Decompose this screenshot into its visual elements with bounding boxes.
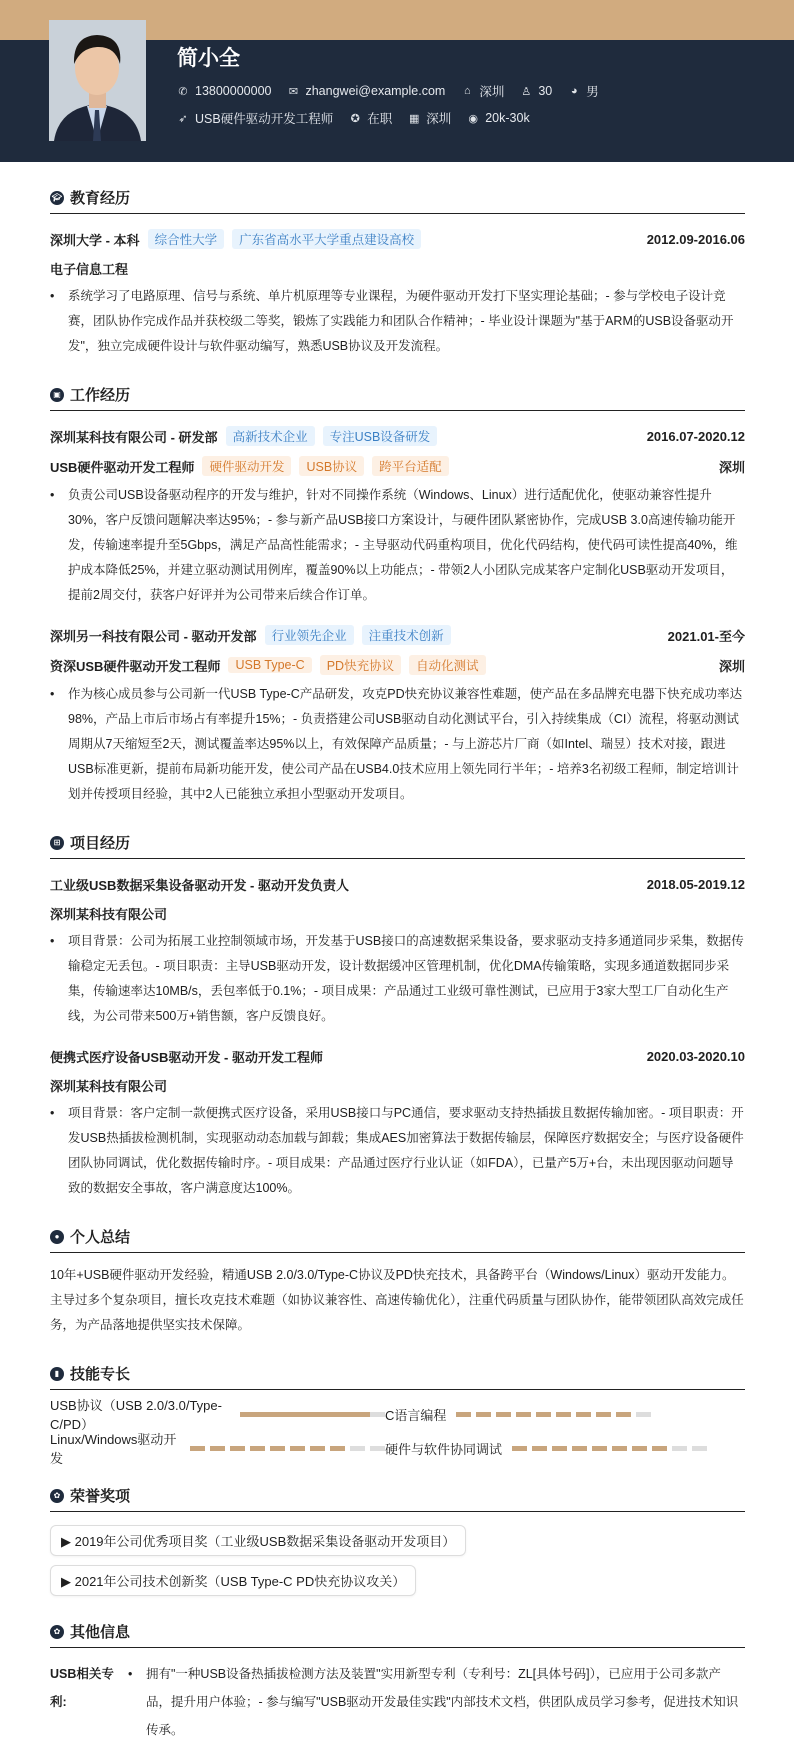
skill-level-segment [652,1446,667,1451]
job-intent-row [177,109,540,127]
project-name: 便携式医疗设备USB驱动开发 - 驱动开发工程师 [50,1049,324,1065]
description: 负责公司USB设备驱动程序的开发与维护，针对不同操作系统（Windows、Linux）进行适配优化，使驱动兼容性提升30%，客户反馈问题解决率达95%；- 参与新产品USB接口方案设计，与硬件团队紧密协作，完成USB 3.0高速传输功能开发，传输速率提升至5Gbps，满足产品高性能需求；- 主导驱动代码重构项目，优化代码结构，使代码可读性提高40%，维护成本降低25%，并建立驱动测试用例库，覆盖90%以上功能点；- 带领2人小团队完成某客户定制化USB驱动开发项目，提前2周交付，获客户好评并为公司带来后续合作订单。 [68,488,738,602]
role: 资深USB硬件驱动开发工程师 [50,658,221,674]
skill-level-segment [576,1412,591,1417]
skill-item [385,1402,745,1426]
summary-section [50,1219,745,1338]
skill-level-segment [592,1446,607,1451]
skill-level-segment [496,1412,511,1417]
grid-icon: ⊞ [50,836,64,850]
skill-level-segment [632,1446,647,1451]
skill-level-segment [456,1412,471,1417]
skill-level-segment [612,1446,627,1451]
gender: 男 [586,85,599,99]
contact-row [177,82,609,100]
age: 30 [538,84,553,98]
skill-level-segment [370,1446,385,1451]
gender-icon: ◕ [570,85,578,97]
date: 2012.09-2016.06 [646,231,745,247]
description: 项目背景：公司为拓展工业控制领域市场，开发基于USB接口的高速数据采集设备，要求驱动支持多通道同步采集，数据传输稳定无丢包。- 项目职责：主导USB驱动开发，设计数据缓冲区管理机制，优化DMA传输策略，实现多通道数据同步采集，传输速率达10MB/s，丢包率低于0.1%；- 项目成果：产品通过工业级可靠性测试，已应用于3家大型工厂自动化生产线，为公司带来500万+销售额，客户反馈良好。 [68,934,744,1023]
other-text: 拥有"一种USB设备热插拔检测方法及装置"实用新型专利（专利号：ZL[具体号码]），已应用于公司多款产品，提升用户体验；- 参与编写"USB驱动开发最佳实践"内部技术文档，供团队成员学习参考，促进技术知识传承。 [146,1667,739,1737]
date: 2020.03-2020.10 [646,1048,745,1064]
paper-plane-icon: ➶ [178,112,188,125]
skill-level-segment [230,1446,245,1451]
skill-level-bar [240,1412,385,1417]
skill-level-segment [536,1412,551,1417]
award-text: 2021年公司技术创新奖（USB Type-C PD快充协议攻关） [74,1574,406,1589]
award-item[interactable]: ▶ 2021年公司技术创新奖（USB Type-C PD快充协议攻关） [50,1565,416,1596]
info-icon: ✿ [50,1625,64,1639]
tag: 专注USB设备研发 [323,426,438,446]
date: 2018.05-2019.12 [646,876,745,892]
description: 作为核心成员参与公司新一代USB Type-C产品研发，攻克PD快充协议兼容性难题，使产品在多品牌充电器下快充成功率达98%，产品上市后市场占有率提升15%；- 负责搭建公司USB驱动自动化测试平台，引入持续集成（CI）流程，将驱动测试周期从7天缩短至2天，测试覆盖率达95%以上，有效保障产品质量；- 与上游芯片厂商（如Intel、瑞昱）技术对接，跟进USB标准更新，提前布局新功能开发，使公司产品在USB4.0技术应用上领先同行半年；- 培养3名初级工程师，制定培训计划并传授项目经验，其中2人已能独立承担小型驱动开发项目。 [68,687,743,801]
location: 深圳 [479,85,505,99]
section-title: 项目经历 [70,835,131,852]
skill-tag: 硬件驱动开发 [202,456,291,476]
email-icon: ✉ [288,85,299,98]
date: 2021.01-至今 [667,628,745,644]
skill-tag: PD快充协议 [320,655,401,675]
section-title: 工作经历 [70,387,131,404]
status-icon: ✪ [350,112,360,125]
skill-level-segment [556,1412,571,1417]
date: 2016.07-2020.12 [646,428,745,444]
skill-level-segment [552,1446,567,1451]
user-icon: ● [50,1230,64,1244]
skill-level-segment [572,1446,587,1451]
skill-level-segment [210,1446,225,1451]
skill-level-segment [476,1412,491,1417]
profile-photo [49,20,146,141]
salary: 20k-30k [485,111,530,125]
section-title: 荣誉奖项 [70,1488,131,1505]
city: 深圳 [718,459,745,475]
skill-tag: USB Type-C [228,657,311,673]
age-icon: ♙ [521,85,532,98]
skill-level-segment [616,1412,631,1417]
description: 项目背景：客户定制一款便携式医疗设备，采用USB接口与PC通信，要求驱动支持热插拔且数据传输加密。- 项目职责：开发USB热插拔检测机制，实现驱动动态加载与卸载；集成AES加密算法于数据传输层，保障医疗数据安全；与医疗设备硬件团队协同调试，优化数据传输时序。- 项目成果：产品通过医疗行业认证（如FDA），已量产5万+台，未出现因驱动问题导致的数据安全事故，客户满意度达100%。 [68,1106,744,1195]
skill-level-segment [290,1446,305,1451]
email: zhangwei@example.com [305,84,446,98]
skill-item [385,1436,745,1460]
skill-level-segment [516,1412,531,1417]
tag: 高新技术企业 [226,426,315,446]
skill-level-dots [456,1412,651,1417]
award-text: 2019年公司优秀项目奖（工业级USB数据采集设备驱动开发项目） [74,1534,456,1549]
briefcase-icon: ▣ [50,388,64,402]
skill-level-segment [532,1446,547,1451]
salary-icon: ◉ [468,112,479,125]
skill-level-dots [512,1446,707,1451]
projects-section: ⊞ 项目经历 工业级USB数据采集设备驱动开发 - 驱动开发负责人 2018.05-2019.12 深圳某科技有限公司 • 项目背景：公司为拓展工业控制领域市场，开发基于USB接口的高速数据采集设备，要求驱动支持多通道同步采集，数据传输稳定无丢包。- 项目职责：主导USB驱动开发，设计数据缓冲区管理机制，优化DMA传输策略，实现多通道数据同步采集，传输速率达10MB/s，丢包率低于0.1%；- 项目成果：产品通过工业级可靠性测试，已应用于3家大型工厂自动化生产线，为公司带来500万+销售额，客户反馈良好。 便携式医疗设备USB驱动开发 - 驱动开发工程师 2020.03-2020.10 深圳某科技有限公司 • 项目背景：客户定制一款便携式医疗设备，采用USB接口与PC通信，要求驱动支持热插拔且数据传输加密。- 项目职责：开发USB热插拔检测机制，实现驱动动态加载与卸载；集成AES加密算法于数据传输层，保障医疗数据安全；与医疗设备硬件团队协同调试，优化数据传输时序。- 项目成果：产品通过医疗行业认证（如FDA），已量产5万+台，未出现因驱动问题导致的数据安全事故，客户满意度达100%。 [50,825,745,1201]
skill-name: C语言编程 [385,1407,447,1423]
description: 系统学习了电路原理、信号与系统、单片机原理等专业课程，为硬件驱动开发打下坚实理论基础；- 参与学校电子设计竞赛，团队协作完成作品并获校级二等奖，锻炼了实践能力和团队合作精神；- 毕业设计课题为"基于ARM的USB设备驱动开发"，独立完成硬件设计与软件驱动编写，熟悉USB协议及开发流程。 [68,289,734,353]
skill-tag: 跨平台适配 [372,456,449,476]
summary-text: 10年+USB硬件驱动开发经验，精通USB 2.0/3.0/Type-C协议及PD快充技术，具备跨平台（Windows/Linux）驱动开发能力。主导过多个复杂项目，擅长攻克技术难题（如协议兼容性、高速传输优化），注重代码质量与团队协作，能带领团队高效完成任务，为产品落地提供坚实技术保障。 [50,1268,744,1332]
candidate-name: 简小全 [177,47,240,70]
position: USB硬件驱动开发工程师 [195,112,334,126]
resume-header [0,0,794,162]
skill-level-segment [310,1446,325,1451]
skill-name: 硬件与软件协同调试 [385,1441,503,1457]
graduation-cap-icon: 🎓︎ [50,191,64,205]
phone-icon: ✆ [178,85,188,98]
skill-level-segment [596,1412,611,1417]
skill-level-segment [512,1446,527,1451]
skill-level-segment [330,1446,345,1451]
skill-level-segment [692,1446,707,1451]
skill-level-segment [270,1446,285,1451]
skills-section [50,1356,745,1466]
tag: 注重技术创新 [362,625,451,645]
skill-level-segment [250,1446,265,1451]
tag: 综合性大学 [148,229,225,249]
skill-level-dots [190,1446,385,1451]
skill-name: Linux/Windows驱动开发 [50,1432,177,1466]
award-item[interactable]: ▶ 2019年公司优秀项目奖（工业级USB数据采集设备驱动开发项目） [50,1525,466,1556]
section-title: 技能专长 [70,1366,131,1383]
section-title: 教育经历 [70,190,131,207]
major: 电子信息工程 [50,261,129,277]
city: 深圳 [718,658,745,674]
award-icon: ✿ [50,1489,64,1503]
skill-tag: USB协议 [299,456,364,476]
phone: 13800000000 [195,84,272,98]
home-icon: ⌂ [464,85,471,97]
company: 深圳某科技有限公司 [50,906,168,922]
city: 深圳 [426,112,452,126]
tag: 广东省高水平大学重点建设高校 [232,229,421,249]
education-section: 🎓︎ 教育经历 深圳大学 - 本科 综合性大学 广东省高水平大学重点建设高校 2012.09-2016.06 电子信息工程 • 系统学习了电路原理、信号与系统、单片机原理等专业课程，为硬件驱动开发打下坚实理论基础；- 参与学校电子设计竞赛，团队协作完成作品并获校级二等奖，锻炼了实践能力和团队合作精神；- 毕业设计课题为"基于ARM的USB设备驱动开发"，独立完成硬件设计与软件驱动编写，熟悉USB协议及开发流程。 [50,180,745,359]
skill-level-segment [672,1446,687,1451]
role: USB硬件驱动开发工程师 [50,459,195,475]
project-name: 工业级USB数据采集设备驱动开发 - 驱动开发负责人 [50,877,350,893]
status: 在职 [367,112,393,126]
company: 深圳另一科技有限公司 - 驱动开发部 [50,628,257,644]
company: 深圳某科技有限公司 - 研发部 [50,429,218,445]
skill-level-segment [636,1412,651,1417]
section-title: 其他信息 [70,1624,131,1641]
skill-tag: 自动化测试 [409,655,486,675]
skill-level-segment [190,1446,205,1451]
other-section: ✿ 其他信息 USB相关专利: • 拥有"一种USB设备热插拔检测方法及装置"实用新型专利（专利号：ZL[具体号码]），已应用于公司多款产品，提升用户体验；- 参与编写"USB驱动开发最佳实践"内部技术文档，供团队成员学习参考，促进技术知识传承。 [50,1614,745,1744]
tag: 行业领先企业 [265,625,354,645]
work-section: ▣ 工作经历 深圳某科技有限公司 - 研发部 高新技术企业 专注USB设备研发 2016.07-2020.12 USB硬件驱动开发工程师 硬件驱动开发 USB协议 跨平台适配 深圳 • 负责公司USB设备驱动程序的开发与维护，针对不同操作系统（Windows、Linux）进行适配优化，使驱动兼容性提升30%，客户反馈问题解决率达95%；- 参与新产品USB接口方案设计，与硬件团队紧密协作，完成USB 3.0高速传输功能开发，传输速率提升至5Gbps，满足产品高性能需求；- 主导驱动代码重构项目，优化代码结构，使代码可读性提高40%，维护成本降低25%，并建立驱动测试用例库，覆盖90%以上功能点；- 带领2人小团队完成某客户定制化USB驱动开发项目，提前2周交付，获客户好评并为公司带来后续合作订单。 深圳另一科技有限公司 - 驱动开发部 行业领先企业 注重技术创新 2021.01-至今 资深USB硬件驱动开发工程师 USB Type-C PD快充协议 自动化测试 深圳 • 作为核心成员参与公司新一代USB Type-C产品研发，攻克PD快充协议兼容性难题，使产品在多品牌充电器下快充成功率达98%，产品上市后市场占有率提升15%；- 负责搭建公司USB驱动自动化测试平台，引入持续集成（CI）流程，将驱动测试周期从7天缩短至2天，测试覆盖率达95%以上，有效保障产品质量；- 与上游芯片厂商（如Intel、瑞昱）技术对接，跟进USB标准更新，提前布局新功能开发，使公司产品在USB4.0技术应用上领先同行半年；- 培养3名初级工程师，制定培训计划并传授项目经验，其中2人已能独立承担小型驱动开发项目。 [50,377,745,807]
honors-section [50,1478,745,1596]
company: 深圳某科技有限公司 [50,1078,168,1094]
skill-name: USB协议（USB 2.0/3.0/Type-C/PD） [50,1398,222,1432]
section-title: 个人总结 [70,1229,131,1246]
school: 深圳大学 - 本科 [50,232,140,248]
skill-item [50,1398,385,1432]
skill-level-segment [350,1446,365,1451]
skill-item [50,1432,385,1466]
other-label: USB相关专利: [50,1667,114,1709]
chart-icon: ▮ [50,1367,64,1381]
building-icon: ▦ [409,112,420,125]
